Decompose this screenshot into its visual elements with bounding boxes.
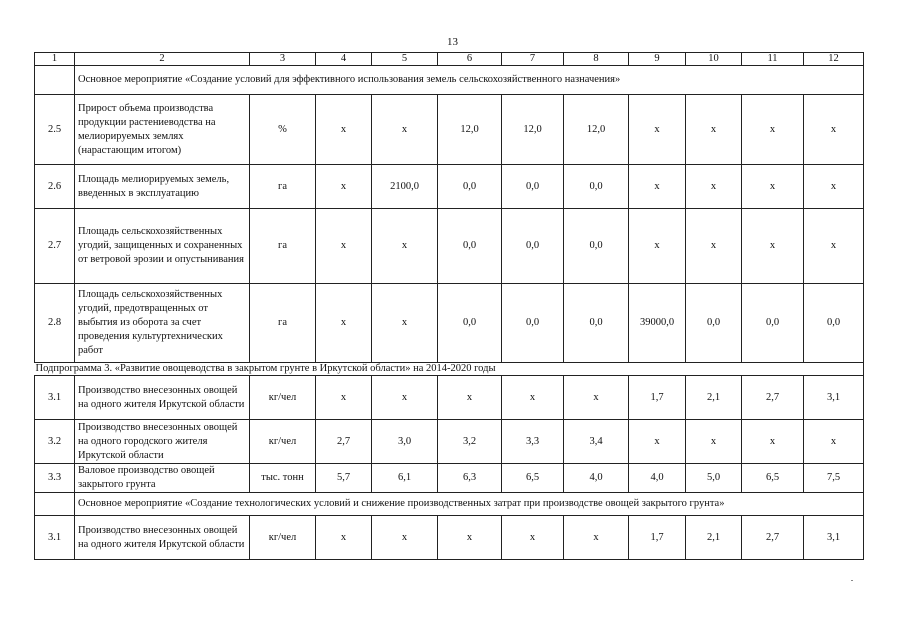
header-cell: 9 [629, 53, 686, 66]
header-cell: 8 [564, 53, 629, 66]
value-cell: 2,7 [316, 420, 372, 464]
value-cell: x [316, 95, 372, 165]
indicator-name: Площадь мелиорируемых земель, введенных в эксплуатацию [75, 165, 250, 209]
value-cell: 0,0 [564, 165, 629, 209]
unit-cell: кг/чел [250, 420, 316, 464]
value-cell: x [804, 209, 864, 284]
value-cell: 6,1 [372, 464, 438, 493]
value-cell: 39000,0 [629, 284, 686, 363]
value-cell: x [742, 165, 804, 209]
value-cell: x [372, 209, 438, 284]
value-cell: x [742, 420, 804, 464]
value-cell: x [372, 284, 438, 363]
table-header-row [35, 53, 864, 66]
unit-cell: га [250, 209, 316, 284]
page-number: 13 [447, 36, 458, 48]
value-cell: 3,1 [804, 376, 864, 420]
value-cell: x [372, 95, 438, 165]
value-cell: 2,1 [686, 376, 742, 420]
row-number: 3.1 [35, 376, 75, 420]
value-cell: 5,7 [316, 464, 372, 493]
unit-cell: кг/чел [250, 516, 316, 560]
section-empty-cell [35, 493, 75, 516]
unit-cell: га [250, 284, 316, 363]
value-cell: x [629, 420, 686, 464]
value-cell: 12,0 [564, 95, 629, 165]
value-cell: x [804, 95, 864, 165]
value-cell: x [316, 284, 372, 363]
value-cell: x [804, 420, 864, 464]
indicators-table [34, 52, 864, 560]
value-cell: x [629, 165, 686, 209]
value-cell: x [804, 165, 864, 209]
value-cell: 0,0 [686, 284, 742, 363]
value-cell: x [438, 376, 502, 420]
value-cell: 0,0 [502, 209, 564, 284]
header-cell: 4 [316, 53, 372, 66]
header-cell: 10 [686, 53, 742, 66]
value-cell: 3,2 [438, 420, 502, 464]
value-cell: x [502, 376, 564, 420]
value-cell: 6,3 [438, 464, 502, 493]
section-row [35, 66, 864, 95]
subprogram-row [35, 363, 864, 376]
value-cell: 12,0 [502, 95, 564, 165]
value-cell: 2,7 [742, 516, 804, 560]
subprogram-title: Подпрограмма 3. «Развитие овощеводства в закрытом грунте в Иркутской области» на 2014-2020 годы [35, 363, 864, 376]
row-number: 2.5 [35, 95, 75, 165]
indicator-name: Площадь сельскохозяйственных угодий, защищенных и сохраненных от ветровой эрозии и опустынивания [75, 209, 250, 284]
scan-speck [851, 580, 853, 581]
row-number: 3.3 [35, 464, 75, 493]
value-cell: 1,7 [629, 376, 686, 420]
value-cell: 0,0 [502, 165, 564, 209]
unit-cell: га [250, 165, 316, 209]
indicator-name: Производство внесезонных овощей на одного жителя Иркутской области [75, 376, 250, 420]
value-cell: x [502, 516, 564, 560]
value-cell: x [316, 165, 372, 209]
header-cell: 1 [35, 53, 75, 66]
value-cell: x [742, 209, 804, 284]
indicator-name: Прирост объема производства продукции растениеводства на мелиорируемых землях (нарастающим итогом) [75, 95, 250, 165]
header-cell: 3 [250, 53, 316, 66]
value-cell: x [686, 165, 742, 209]
value-cell: 0,0 [564, 284, 629, 363]
value-cell: x [316, 376, 372, 420]
header-cell: 12 [804, 53, 864, 66]
value-cell: 0,0 [564, 209, 629, 284]
row-number: 3.2 [35, 420, 75, 464]
section-title: Основное мероприятие «Создание технологических условий и снижение производственных затрат при производстве овощей закрытого грунта» [75, 493, 864, 516]
section-empty-cell [35, 66, 75, 95]
value-cell: x [629, 95, 686, 165]
value-cell: 1,7 [629, 516, 686, 560]
value-cell: x [564, 376, 629, 420]
value-cell: x [316, 209, 372, 284]
header-cell: 11 [742, 53, 804, 66]
value-cell: x [372, 376, 438, 420]
table-row [35, 376, 864, 420]
value-cell: 3,4 [564, 420, 629, 464]
value-cell: x [742, 95, 804, 165]
value-cell: 2100,0 [372, 165, 438, 209]
header-cell: 2 [75, 53, 250, 66]
indicator-name: Площадь сельскохозяйственных угодий, предотвращенных от выбытия из оборота за счет проведения культуртехнических работ [75, 284, 250, 363]
indicator-name: Валовое производство овощей закрытого грунта [75, 464, 250, 493]
value-cell: 5,0 [686, 464, 742, 493]
table-row [35, 165, 864, 209]
table-row [35, 464, 864, 493]
value-cell: 3,0 [372, 420, 438, 464]
value-cell: 3,3 [502, 420, 564, 464]
indicator-name: Производство внесезонных овощей на одного жителя Иркутской области [75, 516, 250, 560]
value-cell: 2,1 [686, 516, 742, 560]
row-number: 2.7 [35, 209, 75, 284]
value-cell: 4,0 [564, 464, 629, 493]
unit-cell: % [250, 95, 316, 165]
header-cell: 7 [502, 53, 564, 66]
value-cell: 0,0 [742, 284, 804, 363]
row-number: 2.8 [35, 284, 75, 363]
unit-cell: кг/чел [250, 376, 316, 420]
value-cell: 6,5 [502, 464, 564, 493]
value-cell: 2,7 [742, 376, 804, 420]
value-cell: x [564, 516, 629, 560]
row-number: 2.6 [35, 165, 75, 209]
value-cell: x [686, 209, 742, 284]
value-cell: 0,0 [438, 284, 502, 363]
value-cell: x [629, 209, 686, 284]
value-cell: 6,5 [742, 464, 804, 493]
value-cell: x [372, 516, 438, 560]
value-cell: 3,1 [804, 516, 864, 560]
header-cell: 6 [438, 53, 502, 66]
value-cell: 12,0 [438, 95, 502, 165]
row-number: 3.1 [35, 516, 75, 560]
table-row [35, 95, 864, 165]
indicator-name: Производство внесезонных овощей на одного городского жителя Иркутской области [75, 420, 250, 464]
unit-cell: тыс. тонн [250, 464, 316, 493]
section-title: Основное мероприятие «Создание условий для эффективного использования земель сельскохозяйственного назначения» [75, 66, 864, 95]
value-cell: 0,0 [438, 209, 502, 284]
value-cell: x [316, 516, 372, 560]
header-cell: 5 [372, 53, 438, 66]
value-cell: 4,0 [629, 464, 686, 493]
table-row [35, 209, 864, 284]
value-cell: 0,0 [804, 284, 864, 363]
table-row [35, 516, 864, 560]
value-cell: 0,0 [438, 165, 502, 209]
value-cell: 7,5 [804, 464, 864, 493]
table-row [35, 284, 864, 363]
value-cell: x [686, 420, 742, 464]
value-cell: x [686, 95, 742, 165]
value-cell: x [438, 516, 502, 560]
value-cell: 0,0 [502, 284, 564, 363]
table-row [35, 420, 864, 464]
section-row [35, 493, 864, 516]
